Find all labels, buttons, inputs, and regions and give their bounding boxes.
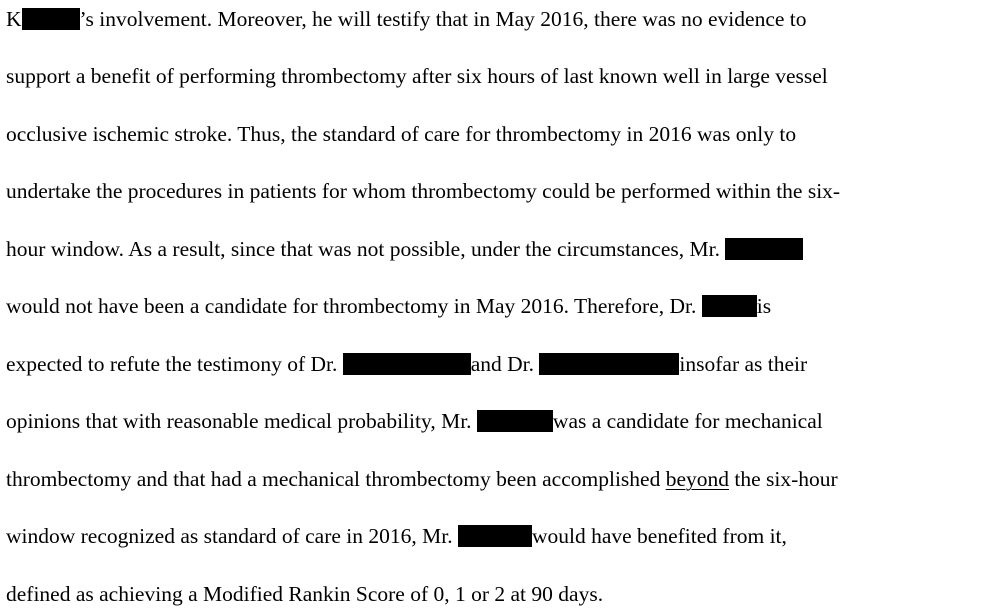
text-line-4 [6,176,840,206]
line-4-text: undertake the procedures in patients for whom thrombectomy could be performed within the six- [6,179,841,203]
text-line-2 [6,61,828,91]
text-line-8 [6,406,823,436]
line-7-text-a: expected to refute the testimony of Dr. [6,352,343,376]
line-1-text-b: ’s involvement. Moreover, he will testify that in May 2016, there was no evidence to [79,7,807,31]
text-line-9 [6,464,838,494]
line-7-text-c: insofar as their [679,352,808,376]
text-line-6 [6,291,771,321]
line-11-text: defined as achieving a Modified Rankin Score of 0, 1 or 2 at 90 days. [6,582,604,606]
text-line-5 [6,234,803,264]
text-line-3 [6,119,796,149]
line-9-text-a: thrombectomy and that had a mechanical thrombectomy been accomplished [6,467,666,491]
text-line-1 [6,4,807,34]
line-7-text-b: and Dr. [470,352,540,376]
line-6-text-a: would not have been a candidate for thrombectomy in May 2016. Therefore, Dr. [6,294,702,318]
line-1-text-a: K [6,7,22,31]
text-line-7 [6,349,807,379]
redaction-bar [539,353,679,375]
line-2-text: support a benefit of performing thrombectomy after six hours of last known well in large vessel [6,64,828,88]
line-5-text: hour window. As a result, since that was not possible, under the circumstances, Mr. [6,237,726,261]
redaction-bar [702,295,757,317]
text-line-10 [6,521,787,551]
redaction-bar [343,353,471,375]
redaction-bar [458,525,532,547]
line-6-text-b: is [756,294,772,318]
line-10-text-b: would have benefited from it, [531,524,787,548]
redaction-bar [725,238,803,260]
redaction-bar [22,8,80,30]
line-10-text-a: window recognized as standard of care in 2016, Mr. [6,524,458,548]
underlined-word: beyond [665,467,729,491]
line-3-text: occlusive ischemic stroke. Thus, the standard of care for thrombectomy in 2016 was only to [6,122,797,146]
line-9-text-b: the six-hour [729,467,838,491]
text-line-11 [6,579,603,609]
line-8-text-b: was a candidate for mechanical [552,409,823,433]
line-8-text-a: opinions that with reasonable medical probability, Mr. [6,409,477,433]
redaction-bar [477,410,553,432]
